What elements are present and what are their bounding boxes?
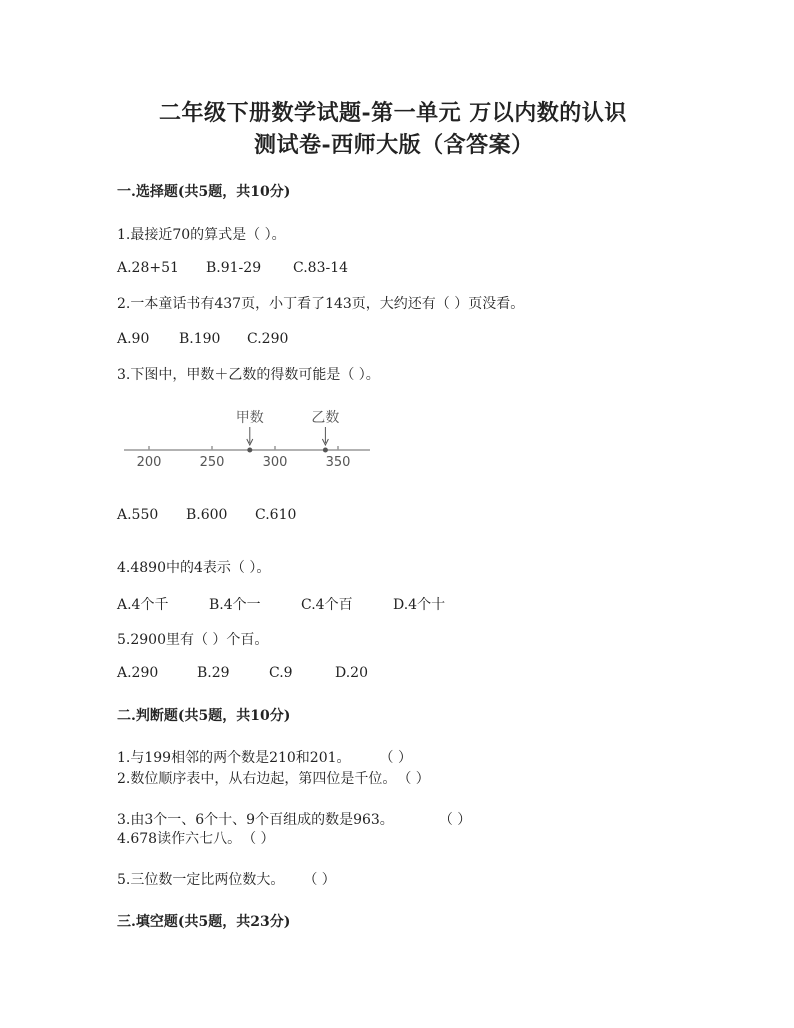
judge-text: 2.数位顺序表中，从右边起，第四位是千位。 — [117, 771, 397, 787]
judge-paren: （ ） — [386, 750, 412, 766]
judge-text: 3.由3个一、6个十、9个百组成的数是963。 — [117, 812, 394, 828]
question-5: 5.2900里有（ ）个百。 — [117, 632, 269, 648]
judge-question-4 — [117, 828, 275, 848]
section-heading-fill: 三.填空题(共5题，共23分) — [117, 914, 291, 930]
judge-paren: （ ） — [249, 831, 275, 847]
marker-dot-1 — [323, 448, 328, 453]
question-4: 4.4890中的4表示（ ）。 — [117, 560, 271, 576]
question-3: 3.下图中，甲数＋乙数的得数可能是（ ）。 — [117, 367, 380, 383]
marker-label-1: 乙数 — [311, 410, 340, 426]
judge-question-1 — [117, 747, 412, 767]
option-a: A.28+51 — [117, 260, 179, 276]
section-heading-choice: 一.选择题(共5题，共10分) — [117, 184, 291, 200]
option-b: B.91-29 — [206, 260, 262, 276]
section-heading-judge: 二.判断题(共5题，共10分) — [117, 708, 291, 724]
options-q5 — [117, 665, 368, 681]
marker-label-0: 甲数 — [235, 410, 264, 426]
option-b: B.600 — [186, 507, 228, 523]
option-c: C.9 — [269, 665, 293, 681]
question-1: 1.最接近70的算式是（ ）。 — [117, 227, 286, 243]
option-b: B.29 — [197, 665, 230, 681]
question-2: 2.一本童话书有437页，小丁看了143页，大约还有（ ）页没看。 — [117, 296, 525, 312]
judge-question-5 — [117, 869, 336, 889]
option-a: A.4个千 — [117, 597, 169, 613]
option-b: B.4个一 — [209, 597, 261, 613]
judge-text: 1.与199相邻的两个数是210和201。 — [117, 750, 351, 766]
option-d: D.4个十 — [393, 597, 446, 613]
option-c: C.4个百 — [301, 597, 353, 613]
judge-text: 5.三位数一定比两位数大。 — [117, 872, 285, 888]
judge-text: 4.678读作六七八。 — [117, 831, 242, 847]
option-c: C.83-14 — [293, 260, 349, 276]
judge-paren: （ ） — [404, 771, 430, 787]
judge-paren: （ ） — [310, 872, 336, 888]
option-a: A.550 — [117, 507, 159, 523]
options-q4 — [117, 594, 445, 614]
tick-label-3: 350 — [325, 455, 351, 470]
option-d: D.20 — [335, 665, 368, 681]
page-title-line2: 测试卷-西师大版（含答案） — [254, 132, 534, 158]
page-title-line1: 二年级下册数学试题-第一单元 万以内数的认识 — [159, 100, 627, 126]
judge-question-3 — [117, 809, 471, 829]
judge-paren: （ ） — [445, 812, 472, 828]
options-q3 — [117, 507, 296, 523]
number-line-figure — [120, 400, 380, 480]
option-c: C.290 — [247, 331, 289, 347]
options-q2 — [117, 331, 288, 347]
tick-label-1: 250 — [199, 455, 225, 470]
tick-label-2: 300 — [262, 455, 288, 470]
option-a: A.290 — [117, 665, 159, 681]
options-q1 — [117, 260, 348, 276]
option-c: C.610 — [255, 507, 297, 523]
tick-label-0: 200 — [136, 455, 162, 470]
option-a: A.90 — [117, 331, 150, 347]
option-b: B.190 — [179, 331, 221, 347]
marker-dot-0 — [247, 448, 252, 453]
judge-question-2 — [117, 768, 430, 788]
